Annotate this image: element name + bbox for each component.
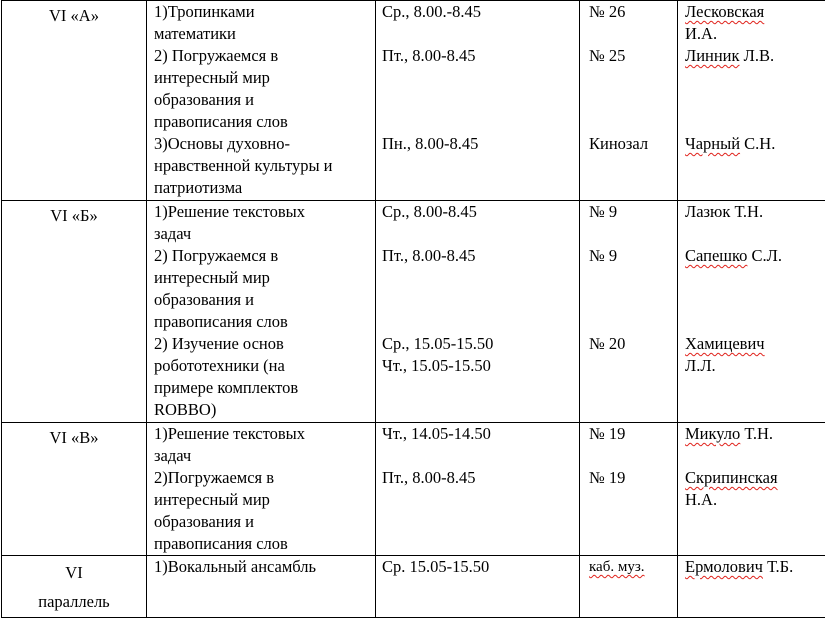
course-line: задач (154, 223, 375, 245)
time-cell (376, 556, 580, 618)
course-line: правописания слов (154, 533, 375, 555)
course-line: робототехники (на (154, 355, 375, 377)
class-cell (2, 1, 147, 201)
course-line: 2) Погружаемся в (154, 45, 375, 67)
teacher-initials: С.Л. (752, 246, 782, 265)
teacher-surname: Ермолович (685, 557, 763, 576)
room-cell (580, 556, 678, 618)
time-value: Чт., 15.05-15.50 (382, 355, 579, 377)
time-value: Ср., 15.05-15.50 (382, 333, 579, 355)
room-value: № 26 (589, 1, 677, 23)
course-line: нравственной культуры и (154, 155, 375, 177)
teacher-surname: Лазюк (685, 202, 730, 221)
teacher-cell (678, 556, 825, 618)
table-row (2, 201, 825, 423)
course-line: 2) Изучение основ (154, 333, 375, 355)
course-line: патриотизма (154, 177, 375, 199)
time-value: Чт., 14.05-14.50 (382, 423, 579, 445)
teacher-cell (678, 423, 825, 556)
course-cell (147, 556, 376, 618)
teacher-cell (678, 1, 825, 201)
teacher-surname: Сапешко (685, 246, 747, 265)
time-value: Ср. 15.05-15.50 (382, 556, 579, 578)
course-line: 1)Решение текстовых (154, 201, 375, 223)
class-name: VI (2, 558, 146, 587)
course-cell (147, 423, 376, 556)
teacher-initials: И.А. (685, 23, 825, 45)
teacher-surname: Микуло (685, 424, 740, 443)
course-line: ROBBO) (154, 399, 375, 421)
teacher-initials: Т.Н. (735, 202, 764, 221)
teacher-cell (678, 201, 825, 423)
room-value: Кинозал (589, 133, 677, 155)
course-cell (147, 201, 376, 423)
class-cell (2, 423, 147, 556)
room-cell (580, 1, 678, 201)
course-line: образования и (154, 289, 375, 311)
schedule-table (1, 0, 825, 618)
time-cell (376, 423, 580, 556)
room-cell (580, 201, 678, 423)
time-value: Ср., 8.00-8.45 (382, 201, 579, 223)
room-value: № 9 (589, 201, 677, 223)
class-cell (2, 556, 147, 618)
course-line: образования и (154, 511, 375, 533)
teacher-initials: Т.Б. (767, 557, 793, 576)
course-line: интересный мир (154, 267, 375, 289)
course-line: 1)Тропинками (154, 1, 375, 23)
teacher-surname: Скрипинская (685, 468, 778, 487)
teacher-initials: Т.Н. (744, 424, 773, 443)
table-row (2, 1, 825, 201)
time-value: Пн., 8.00-8.45 (382, 133, 579, 155)
course-line: примере комплектов (154, 377, 375, 399)
teacher-initials: Л.Л. (685, 355, 825, 377)
course-line: интересный мир (154, 67, 375, 89)
room-value: № 19 (589, 423, 677, 445)
teacher-initials: Л.В. (744, 46, 774, 65)
course-cell (147, 1, 376, 201)
course-line: 1)Вокальный ансамбль (154, 556, 375, 578)
class-name: VI «Б» (50, 206, 98, 225)
course-line: правописания слов (154, 111, 375, 133)
teacher-surname: Лесковская (685, 2, 764, 21)
room-value: № 9 (589, 245, 677, 267)
table-row (2, 556, 825, 618)
time-cell (376, 1, 580, 201)
room-value: каб. муз. (589, 559, 645, 575)
course-line: 3)Основы духовно- (154, 133, 375, 155)
room-value: № 20 (589, 333, 677, 355)
course-line: 1)Решение текстовых (154, 423, 375, 445)
course-line: 2)Погружаемся в (154, 467, 375, 489)
teacher-initials: Н.А. (685, 489, 825, 511)
class-name: VI «В» (49, 428, 98, 447)
class-name: параллель (2, 587, 146, 616)
course-line: интересный мир (154, 489, 375, 511)
time-value: Пт., 8.00-8.45 (382, 467, 579, 489)
course-line: задач (154, 445, 375, 467)
time-value: Пт., 8.00-8.45 (382, 45, 579, 67)
teacher-surname: Чарный (685, 134, 740, 153)
teacher-surname: Линник (685, 46, 740, 65)
teacher-surname: Хамицевич (685, 334, 765, 353)
course-line: образования и (154, 89, 375, 111)
course-line: правописания слов (154, 311, 375, 333)
table-row (2, 423, 825, 556)
course-line: математики (154, 23, 375, 45)
course-line: 2) Погружаемся в (154, 245, 375, 267)
time-value: Ср., 8.00.-8.45 (382, 1, 579, 23)
room-value: № 19 (589, 467, 677, 489)
class-cell (2, 201, 147, 423)
time-cell (376, 201, 580, 423)
class-name: VI «А» (49, 6, 99, 25)
room-value: № 25 (589, 45, 677, 67)
teacher-initials: С.Н. (744, 134, 775, 153)
time-value: Пт., 8.00-8.45 (382, 245, 579, 267)
room-cell (580, 423, 678, 556)
